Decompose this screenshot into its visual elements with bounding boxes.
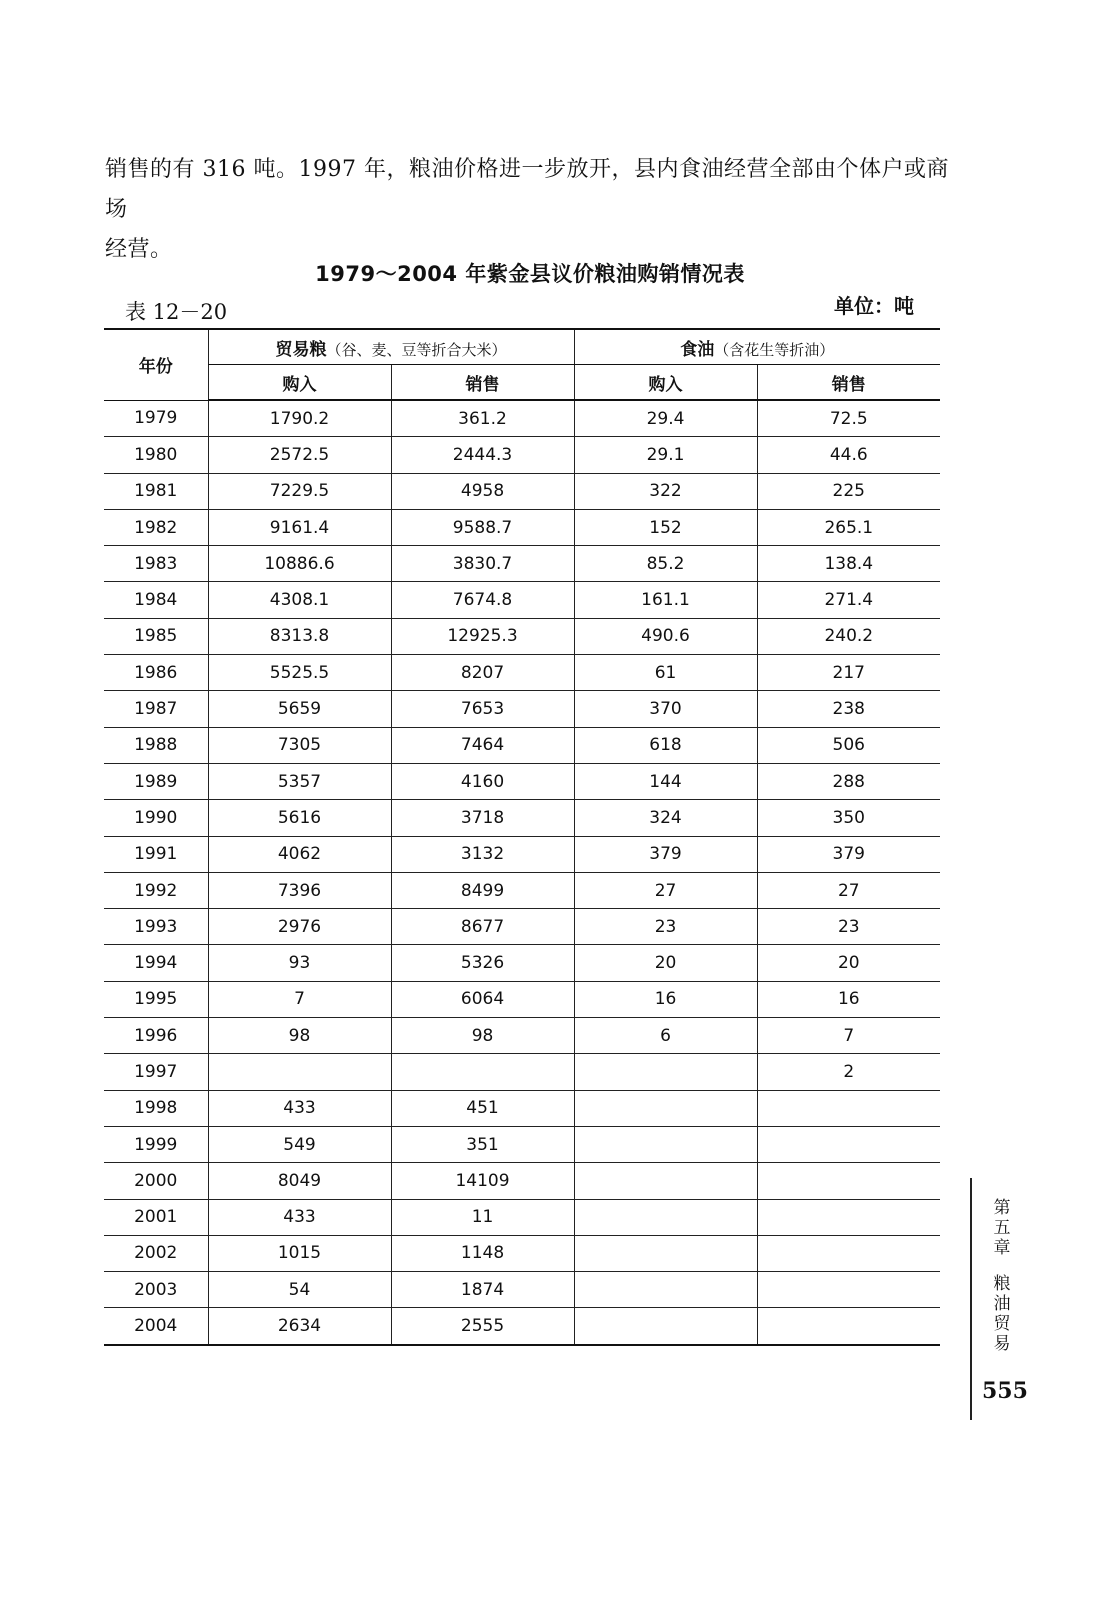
oil-buy-cell: 618 (574, 727, 757, 763)
grain-sell-cell: 1148 (391, 1235, 574, 1271)
oil-buy-cell (574, 1126, 757, 1162)
section-char: 油 (993, 1294, 1011, 1314)
year-cell: 1998 (104, 1090, 208, 1126)
header-grain-label: 贸易粮 (275, 339, 327, 360)
year-cell: 1985 (104, 618, 208, 654)
oil-buy-cell: 16 (574, 981, 757, 1017)
oil-sell-cell: 217 (757, 655, 940, 691)
grain-buy-cell: 1790.2 (208, 400, 391, 437)
section-char: 贸 (993, 1314, 1011, 1334)
table-row (104, 509, 940, 545)
grain-buy-cell: 5659 (208, 691, 391, 727)
table-row (104, 1163, 940, 1199)
year-cell: 1987 (104, 691, 208, 727)
table-row (104, 1018, 940, 1054)
oil-buy-cell: 370 (574, 691, 757, 727)
grain-buy-cell: 5525.5 (208, 655, 391, 691)
year-cell: 1991 (104, 836, 208, 872)
oil-sell-cell: 265.1 (757, 509, 940, 545)
grain-buy-cell: 5357 (208, 763, 391, 799)
grain-oil-table (104, 328, 940, 1346)
table-row (104, 437, 940, 473)
grain-buy-cell: 8313.8 (208, 618, 391, 654)
year-cell: 1979 (104, 400, 208, 437)
oil-sell-cell: 238 (757, 691, 940, 727)
oil-buy-cell: 23 (574, 909, 757, 945)
oil-buy-cell: 152 (574, 509, 757, 545)
table-row (104, 800, 940, 836)
table-row (104, 1308, 940, 1345)
year-cell: 1984 (104, 582, 208, 618)
oil-buy-cell: 161.1 (574, 582, 757, 618)
oil-sell-cell: 44.6 (757, 437, 940, 473)
grain-sell-cell: 8499 (391, 872, 574, 908)
year-cell: 2002 (104, 1235, 208, 1271)
grain-sell-cell: 4160 (391, 763, 574, 799)
year-cell: 1982 (104, 509, 208, 545)
header-oil-label: 食油 (680, 339, 715, 360)
table-row (104, 763, 940, 799)
oil-buy-cell: 29.1 (574, 437, 757, 473)
grain-sell-cell: 14109 (391, 1163, 574, 1199)
oil-buy-cell: 85.2 (574, 546, 757, 582)
table-row (104, 1054, 940, 1090)
oil-buy-cell: 379 (574, 836, 757, 872)
grain-sell-cell: 8207 (391, 655, 574, 691)
table-row (104, 1199, 940, 1235)
grain-buy-cell: 2572.5 (208, 437, 391, 473)
oil-buy-cell: 27 (574, 872, 757, 908)
grain-buy-cell: 54 (208, 1272, 391, 1308)
grain-buy-cell: 7 (208, 981, 391, 1017)
oil-buy-cell: 29.4 (574, 400, 757, 437)
table-row (104, 945, 940, 981)
oil-sell-cell: 379 (757, 836, 940, 872)
grain-buy-cell: 549 (208, 1126, 391, 1162)
oil-sell-cell (757, 1163, 940, 1199)
grain-sell-cell: 7653 (391, 691, 574, 727)
oil-sell-cell (757, 1235, 940, 1271)
year-cell: 1997 (104, 1054, 208, 1090)
table-title: 1979～2004 年紫金县议价粮油购销情况表 (315, 262, 745, 286)
chapter-char: 章 (993, 1238, 1011, 1258)
oil-sell-cell: 225 (757, 473, 940, 509)
oil-sell-cell (757, 1199, 940, 1235)
grain-sell-cell: 11 (391, 1199, 574, 1235)
table-row (104, 1272, 940, 1308)
grain-sell-cell (391, 1054, 574, 1090)
grain-buy-cell: 1015 (208, 1235, 391, 1271)
year-cell: 1993 (104, 909, 208, 945)
intro-paragraph (105, 150, 955, 270)
oil-buy-cell: 322 (574, 473, 757, 509)
oil-sell-cell: 72.5 (757, 400, 940, 437)
oil-buy-cell (574, 1272, 757, 1308)
table-row (104, 691, 940, 727)
header-grain-sell: 销售 (391, 365, 574, 401)
oil-buy-cell: 61 (574, 655, 757, 691)
oil-buy-cell (574, 1090, 757, 1126)
table-row (104, 546, 940, 582)
oil-sell-cell: 288 (757, 763, 940, 799)
oil-buy-cell (574, 1054, 757, 1090)
oil-sell-cell: 16 (757, 981, 940, 1017)
intro-line-1: 销售的有 316 吨。1997 年，粮油价格进一步放开，县内食油经营全部由个体户或商场 (105, 157, 949, 222)
grain-sell-cell: 8677 (391, 909, 574, 945)
grain-sell-cell: 3830.7 (391, 546, 574, 582)
table-row (104, 727, 940, 763)
grain-buy-cell: 2634 (208, 1308, 391, 1345)
table-row (104, 1235, 940, 1271)
oil-sell-cell (757, 1272, 940, 1308)
year-cell: 1994 (104, 945, 208, 981)
grain-sell-cell: 5326 (391, 945, 574, 981)
header-grain-group (208, 329, 574, 365)
table-row (104, 909, 940, 945)
header-year: 年份 (104, 329, 208, 400)
year-cell: 2004 (104, 1308, 208, 1345)
year-cell: 1999 (104, 1126, 208, 1162)
grain-buy-cell: 4308.1 (208, 582, 391, 618)
header-grain-buy: 购入 (208, 365, 391, 401)
grain-buy-cell: 7305 (208, 727, 391, 763)
grain-sell-cell: 3718 (391, 800, 574, 836)
grain-buy-cell: 433 (208, 1090, 391, 1126)
year-cell: 1995 (104, 981, 208, 1017)
chapter-side-label (990, 1198, 1014, 1354)
page-number: 555 (982, 1378, 1028, 1404)
oil-buy-cell (574, 1235, 757, 1271)
grain-buy-cell: 10886.6 (208, 546, 391, 582)
chapter-char: 第 (993, 1198, 1011, 1218)
table-body (104, 400, 940, 1345)
table-row (104, 582, 940, 618)
grain-sell-cell: 2555 (391, 1308, 574, 1345)
side-rule (970, 1178, 972, 1420)
section-char: 易 (993, 1334, 1011, 1354)
year-cell: 1996 (104, 1018, 208, 1054)
grain-buy-cell: 9161.4 (208, 509, 391, 545)
oil-sell-cell: 350 (757, 800, 940, 836)
grain-buy-cell: 7229.5 (208, 473, 391, 509)
oil-sell-cell: 2 (757, 1054, 940, 1090)
oil-buy-cell (574, 1163, 757, 1199)
year-cell: 1986 (104, 655, 208, 691)
oil-sell-cell: 271.4 (757, 582, 940, 618)
grain-buy-cell (208, 1054, 391, 1090)
grain-sell-cell: 4958 (391, 473, 574, 509)
grain-sell-cell: 351 (391, 1126, 574, 1162)
oil-buy-cell: 324 (574, 800, 757, 836)
oil-sell-cell: 240.2 (757, 618, 940, 654)
oil-sell-cell (757, 1308, 940, 1345)
year-cell: 1983 (104, 546, 208, 582)
oil-sell-cell: 7 (757, 1018, 940, 1054)
table-number: 表 12－20 (125, 300, 228, 324)
oil-buy-cell: 6 (574, 1018, 757, 1054)
table-row (104, 400, 940, 437)
grain-sell-cell: 361.2 (391, 400, 574, 437)
table-row (104, 981, 940, 1017)
oil-sell-cell: 506 (757, 727, 940, 763)
grain-sell-cell: 6064 (391, 981, 574, 1017)
table-row (104, 1126, 940, 1162)
table-row (104, 655, 940, 691)
oil-buy-cell (574, 1199, 757, 1235)
oil-sell-cell: 23 (757, 909, 940, 945)
grain-buy-cell: 2976 (208, 909, 391, 945)
oil-sell-cell: 20 (757, 945, 940, 981)
grain-buy-cell: 4062 (208, 836, 391, 872)
year-cell: 1980 (104, 437, 208, 473)
grain-buy-cell: 8049 (208, 1163, 391, 1199)
header-oil-buy: 购入 (574, 365, 757, 401)
grain-buy-cell: 433 (208, 1199, 391, 1235)
table-row (104, 836, 940, 872)
grain-sell-cell: 3132 (391, 836, 574, 872)
grain-sell-cell: 98 (391, 1018, 574, 1054)
year-cell: 2000 (104, 1163, 208, 1199)
table-row (104, 473, 940, 509)
grain-sell-cell: 9588.7 (391, 509, 574, 545)
header-oil-group (574, 329, 940, 365)
year-cell: 1988 (104, 727, 208, 763)
header-oil-sell: 销售 (757, 365, 940, 401)
oil-buy-cell: 490.6 (574, 618, 757, 654)
header-oil-note: （含花生等折油） (714, 340, 835, 359)
oil-buy-cell (574, 1308, 757, 1345)
grain-sell-cell: 12925.3 (391, 618, 574, 654)
header-grain-note: （谷、麦、豆等折合大米） (326, 340, 507, 359)
table-row (104, 1090, 940, 1126)
oil-buy-cell: 144 (574, 763, 757, 799)
grain-buy-cell: 7396 (208, 872, 391, 908)
grain-buy-cell: 93 (208, 945, 391, 981)
grain-sell-cell: 7674.8 (391, 582, 574, 618)
year-cell: 1981 (104, 473, 208, 509)
year-cell: 1990 (104, 800, 208, 836)
grain-buy-cell: 5616 (208, 800, 391, 836)
oil-buy-cell: 20 (574, 945, 757, 981)
oil-sell-cell: 27 (757, 872, 940, 908)
chapter-char: 五 (993, 1218, 1011, 1238)
grain-buy-cell: 98 (208, 1018, 391, 1054)
year-cell: 1989 (104, 763, 208, 799)
grain-sell-cell: 1874 (391, 1272, 574, 1308)
intro-line-2: 经营。 (105, 237, 173, 262)
oil-sell-cell (757, 1090, 940, 1126)
year-cell: 2001 (104, 1199, 208, 1235)
section-char: 粮 (993, 1274, 1011, 1294)
year-cell: 1992 (104, 872, 208, 908)
unit-label: 单位：吨 (834, 294, 914, 318)
oil-sell-cell (757, 1126, 940, 1162)
grain-sell-cell: 451 (391, 1090, 574, 1126)
grain-sell-cell: 7464 (391, 727, 574, 763)
year-cell: 2003 (104, 1272, 208, 1308)
table-row (104, 618, 940, 654)
table-row (104, 872, 940, 908)
oil-sell-cell: 138.4 (757, 546, 940, 582)
grain-sell-cell: 2444.3 (391, 437, 574, 473)
